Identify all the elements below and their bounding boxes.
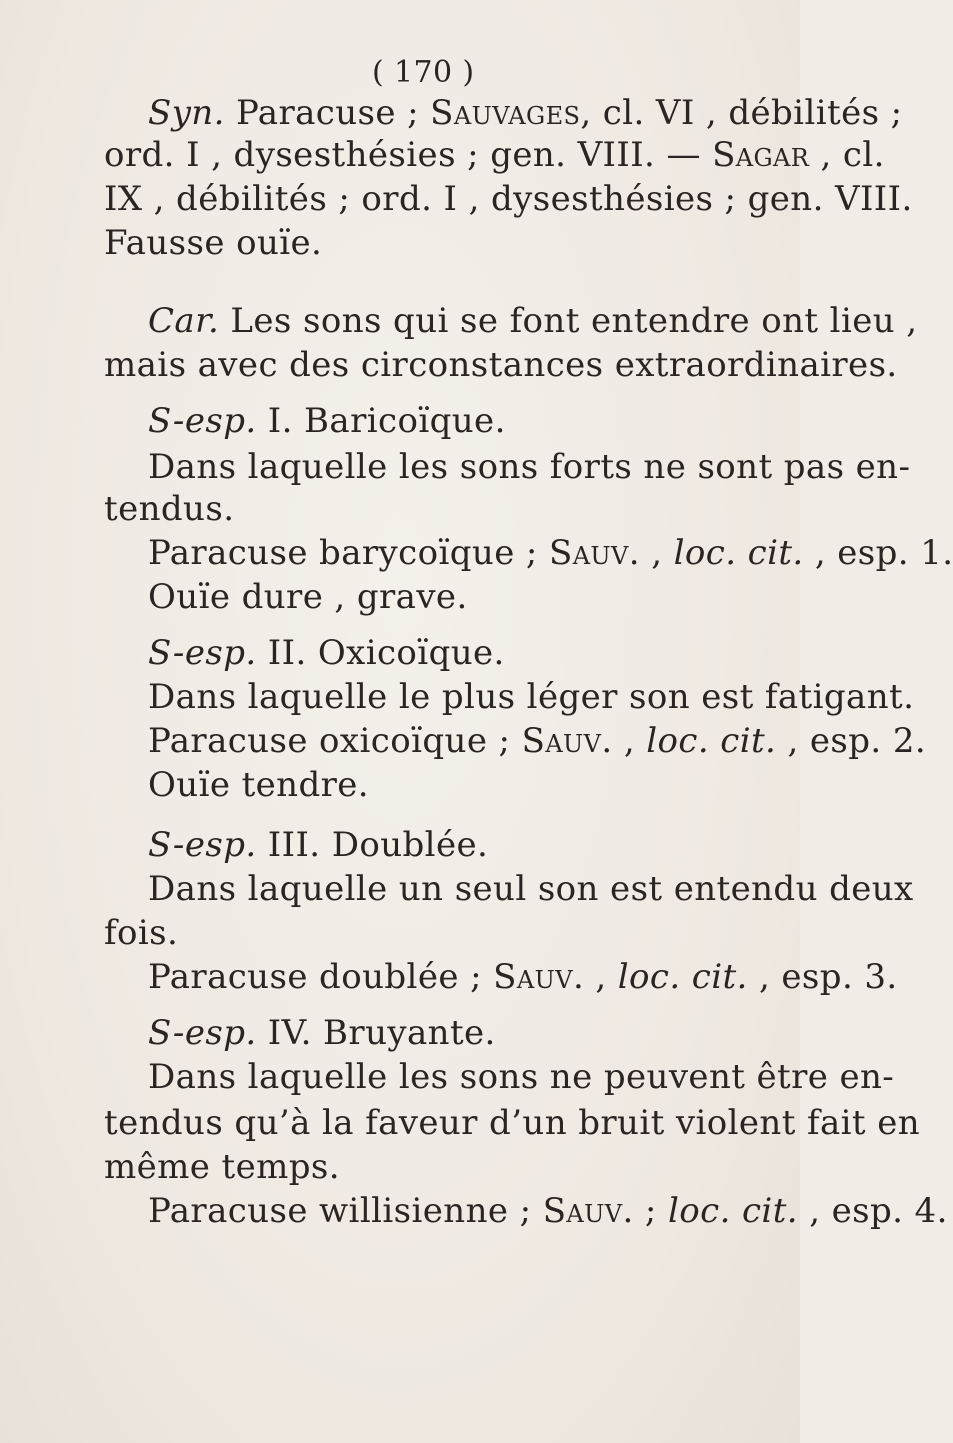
species-4-line-3: même temps. [104, 1147, 340, 1187]
species-3-heading: S-esp. III. Doublée. [148, 825, 489, 865]
species-3-line-2: fois. [104, 913, 179, 953]
syn-line-2: ord. I , dysesthésies ; gen. VIII. — Sagar , cl. [104, 135, 885, 175]
car-line-2: mais avec des circonstances extraordinaires. [104, 345, 898, 385]
species-4-reference: Paracuse willisienne ; Sauv. ; loc. cit. , esp. 4. [148, 1191, 948, 1231]
species-2-line-2: Ouïe tendre. [148, 765, 370, 805]
species-4-line-1: Dans laquelle les sons ne peuvent être en- [148, 1057, 895, 1097]
species-1-heading: S-esp. I. Baricoïque. [148, 401, 506, 441]
car-line-1: Car. Les sons qui se font entendre ont lieu , [148, 301, 918, 341]
syn-line-3: IX , débilités ; ord. I , dysesthésies ; gen. VIII. [104, 179, 913, 219]
syn-line-1: Syn. Paracuse ; Sauvages, cl. VI , débilités ; [148, 93, 903, 133]
species-label: S-esp. [148, 633, 257, 673]
species-3-reference: Paracuse doublée ; Sauv. , loc. cit. , esp. 3. [148, 957, 898, 997]
species-2-reference: Paracuse oxicoïque ; Sauv. , loc. cit. , esp. 2. [148, 721, 927, 761]
species-3-line-1: Dans laquelle un seul son est entendu deux [148, 869, 914, 909]
syn-label: Syn. [148, 93, 225, 133]
author-sauvages: Sauvages [430, 93, 581, 133]
species-2-heading: S-esp. II. Oxicoïque. [148, 633, 505, 673]
species-4-heading: S-esp. IV. Bruyante. [148, 1013, 496, 1053]
species-label: S-esp. [148, 401, 257, 441]
species-1-reference: Paracuse barycoïque ; Sauv. , loc. cit. , esp. 1. [148, 533, 953, 573]
syn-line-4: Fausse ouïe. [104, 223, 323, 263]
species-label: S-esp. [148, 825, 257, 865]
species-2-line-1: Dans laquelle le plus léger son est fatigant. [148, 677, 915, 717]
car-label: Car. [148, 301, 220, 341]
species-1-line-3: Ouïe dure , grave. [148, 577, 468, 617]
species-4-line-2: tendus qu’à la faveur d’un bruit violent fait en [104, 1103, 921, 1143]
species-1-line-1: Dans laquelle les sons forts ne sont pas en- [148, 447, 911, 487]
author-sagar: Sagar [712, 135, 810, 175]
species-1-line-2: tendus. [104, 489, 235, 529]
species-label: S-esp. [148, 1013, 257, 1053]
page-number: ( 170 ) [372, 55, 475, 90]
